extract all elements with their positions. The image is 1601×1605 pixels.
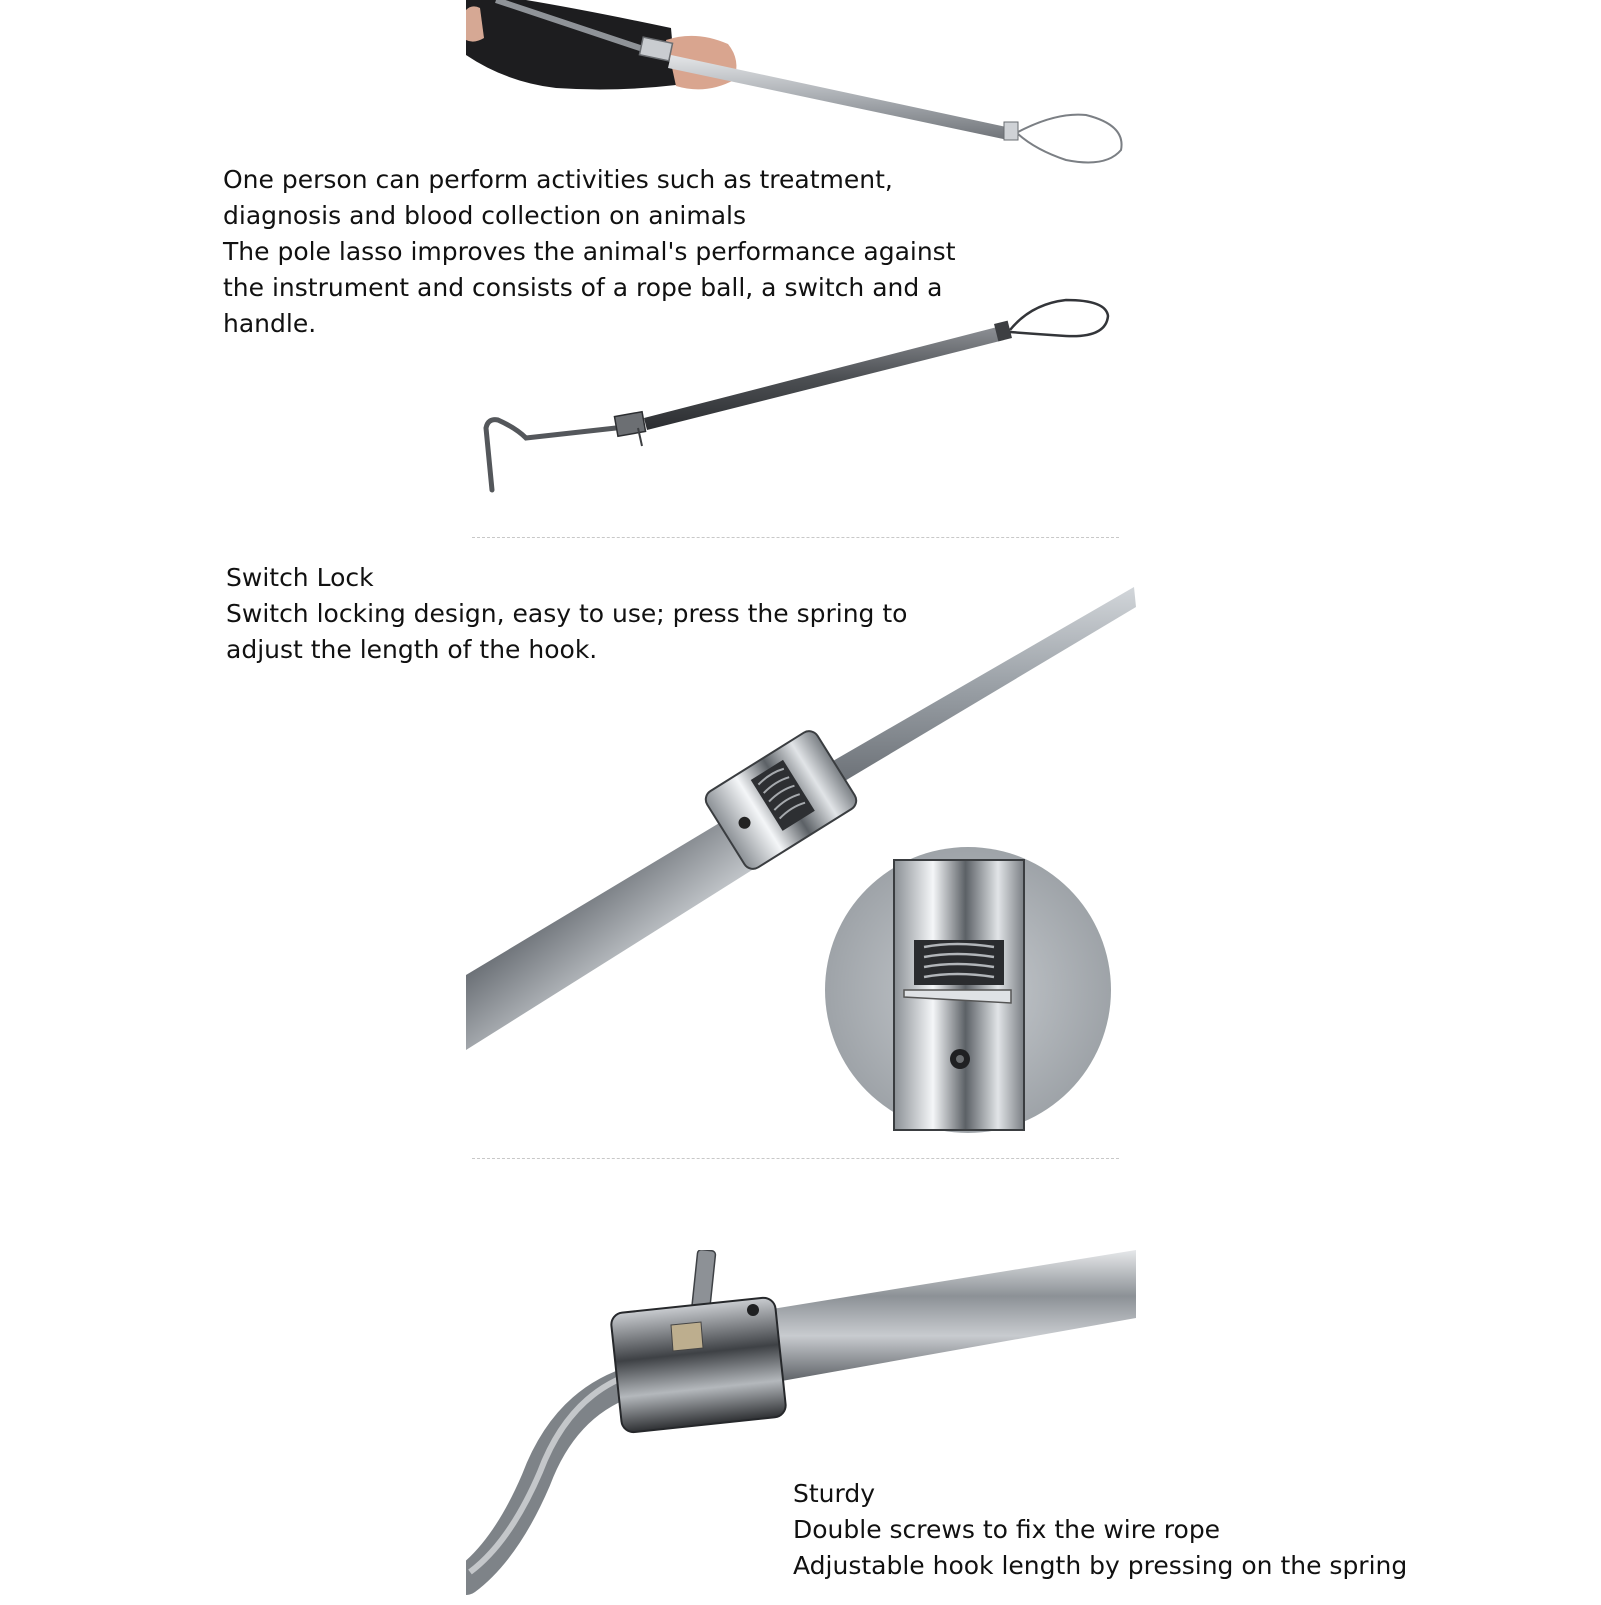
screw-hole <box>747 1304 759 1316</box>
spring-coil <box>671 1322 703 1351</box>
switch-lock-closeup-photo <box>466 585 1136 1135</box>
main-rod <box>766 1250 1136 1382</box>
thick-rod <box>466 807 776 1050</box>
hook-rod <box>486 420 616 490</box>
main-pole <box>644 326 1004 430</box>
switch-collar <box>610 1297 787 1434</box>
sturdy-description <box>793 1476 1407 1584</box>
wire-loop <box>1018 115 1122 163</box>
sturdy-title: Sturdy <box>793 1479 876 1508</box>
intro-line: diagnosis and blood collection on animals <box>223 201 747 230</box>
full-lasso-pole-photo <box>466 268 1136 508</box>
full-lasso-pole-illustration <box>466 268 1136 508</box>
switch-lock-illustration <box>466 585 1136 1135</box>
switch-lock-line: Switch locking design, easy to use; press the spring to <box>226 599 908 628</box>
switch-lock-title: Switch Lock <box>226 563 374 592</box>
intro-line: One person can perform activities such as treatment, <box>223 165 893 194</box>
thin-rod <box>826 587 1136 785</box>
inset-collar <box>894 860 1024 1130</box>
wire-loop <box>1010 300 1108 336</box>
sturdy-line: Adjustable hook length by pressing on the spring <box>793 1551 1408 1580</box>
switch-lock-line: adjust the length of the hook. <box>226 635 598 664</box>
intro-line: The pole lasso improves the animal's performance against <box>223 237 956 266</box>
sturdy-line: Double screws to fix the wire rope <box>793 1515 1221 1544</box>
intro-line: handle. <box>223 309 317 338</box>
main-pole <box>668 55 1011 140</box>
hand-holding-lasso-illustration <box>466 0 1136 170</box>
end-clamp <box>1004 122 1018 140</box>
section-divider <box>472 1158 1119 1159</box>
switch-collar <box>614 412 645 437</box>
hand-holding-lasso-photo <box>466 0 1136 170</box>
intro-line: the instrument and consists of a rope ball, a switch and a <box>223 273 943 302</box>
section-divider <box>472 537 1119 538</box>
